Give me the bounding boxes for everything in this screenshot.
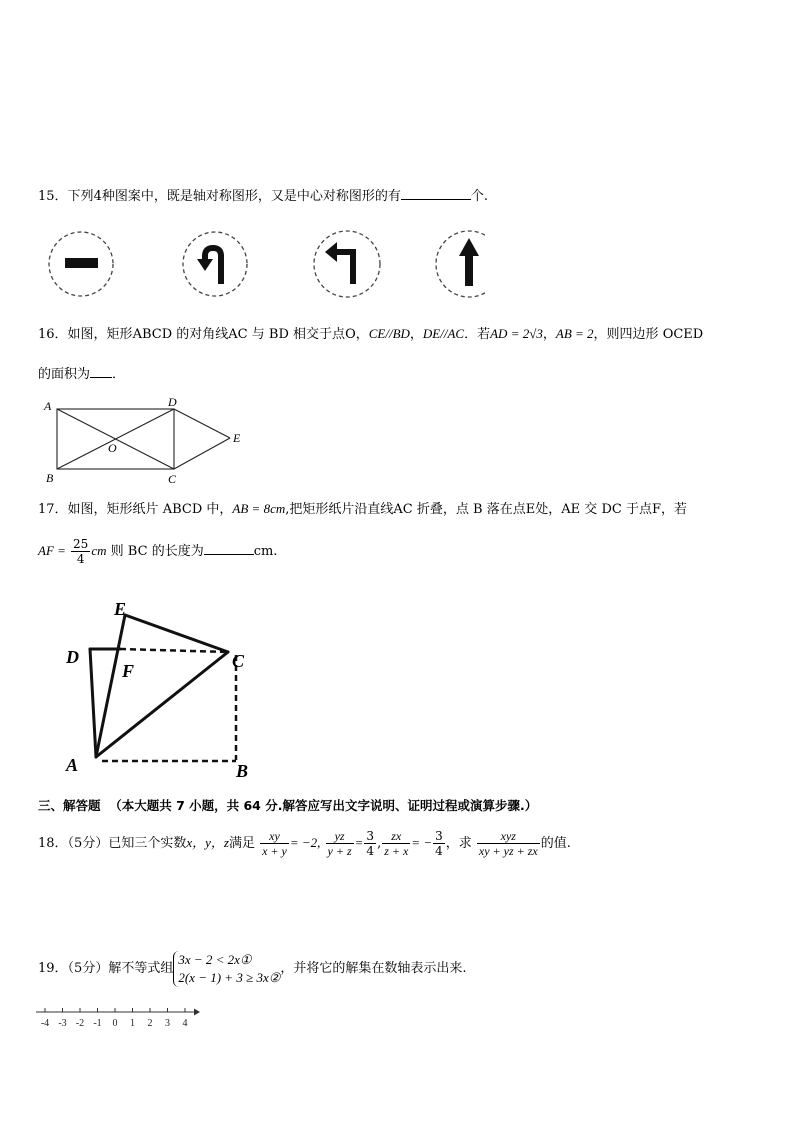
label-b: B bbox=[46, 471, 54, 485]
answer-blank[interactable] bbox=[204, 542, 254, 555]
label-c: C bbox=[168, 472, 177, 485]
fraction-25-4: $\frac{25}{4}$ bbox=[73, 537, 89, 566]
label-a: A bbox=[44, 399, 52, 413]
label-d: D bbox=[168, 395, 177, 409]
fraction-yz: $\frac{yz}{y + z}$ bbox=[327, 829, 352, 858]
answer-blank[interactable] bbox=[90, 365, 112, 378]
q15-number: 15 bbox=[38, 189, 55, 204]
fraction-target: $\frac{\text{xyz}}{xy + yz + zx}$ bbox=[478, 829, 538, 858]
label-e: E bbox=[114, 599, 127, 619]
fraction-3-4: $\frac{3}{4}$ bbox=[435, 829, 443, 858]
q15-text: 15．下列4种图案中，既是轴对称图形，又是中心对称图形的有 个. bbox=[38, 189, 488, 204]
inequality-system: 3x − 2 < 2x① 2(x − 1) + 3 ≥ 3x② bbox=[173, 951, 280, 987]
fraction-3-4: $\frac{3}{4}$ bbox=[366, 829, 375, 858]
answer-blank[interactable] bbox=[401, 187, 471, 200]
q17-text-line2: AF = $\frac{25}{4}$ cm 则 BC 的长度为 cm. bbox=[38, 537, 278, 566]
q16-text: 16．如图，矩形ABCD 的对角线AC 与 BD 相交于点O，CE//BD，DE//AC．若AD = 2√3，AB = 2，则四边形 OCED bbox=[38, 326, 704, 342]
label-f: F bbox=[122, 661, 135, 681]
no-entry-icon bbox=[49, 232, 113, 296]
label-b: B bbox=[236, 761, 249, 781]
q18-text: 18．（5分）已知三个实数x，y，z满足 $\frac{xy}{x + y}$ = −2, $\frac{yz}{y + z}$ = $\frac{3}{4}$ , $\frac{zx}{z + x}$ = − $\frac{3}{4}$ ，求 $\frac{\text{xyz}}{xy + yz + zx}$ 的值. bbox=[38, 829, 571, 858]
u-turn-icon bbox=[183, 232, 247, 296]
axis-tick-label: 3 bbox=[165, 1018, 170, 1029]
axis-tick-label: 4 bbox=[182, 1018, 188, 1029]
turn-left-icon bbox=[314, 231, 380, 297]
axis-tick-label: -1 bbox=[93, 1018, 102, 1029]
q19-text: 19．（5分）解不等式组 3x − 2 < 2x① 2(x − 1) + 3 ≥ 3x② ，并将它的解集在数轴表示出来. bbox=[38, 951, 467, 985]
axis-tick-label: 1 bbox=[130, 1018, 135, 1029]
q17-text: 17．如图，矩形纸片 ABCD 中，AB = 8cm,把矩形纸片沿直线AC 折叠，点 B 落在点E处，AE 交 DC 于点F，若 bbox=[38, 501, 687, 517]
axis-tick-label: -4 bbox=[40, 1018, 50, 1029]
q16-text-line2: 的面积为 ． bbox=[38, 367, 126, 382]
axis-tick-label: -2 bbox=[75, 1018, 85, 1029]
number-line[interactable] bbox=[34, 1004, 204, 1030]
axis-tick-label: 2 bbox=[147, 1018, 153, 1029]
axis-tick-label: -3 bbox=[58, 1018, 67, 1029]
fraction-xy: $\frac{xy}{x + y}$ bbox=[262, 829, 287, 858]
q16-rectangle-figure bbox=[40, 395, 260, 485]
label-e: E bbox=[233, 431, 241, 445]
q17-fold-figure bbox=[60, 595, 270, 785]
label-d: D bbox=[66, 647, 79, 667]
section-3-heading: 三、解答题 （本大题共 7 小题，共 64 分.解答应写出文字说明、证明过程或演算步骤.） bbox=[38, 798, 538, 813]
label-c: C bbox=[232, 651, 245, 671]
axis-tick-label: 0 bbox=[112, 1018, 118, 1029]
label-a: A bbox=[66, 755, 79, 775]
straight-ahead-icon bbox=[436, 231, 485, 297]
label-o: O bbox=[108, 441, 117, 455]
q15-sign-figures bbox=[45, 228, 485, 300]
fraction-zx: $\frac{zx}{z + x}$ bbox=[384, 829, 409, 858]
